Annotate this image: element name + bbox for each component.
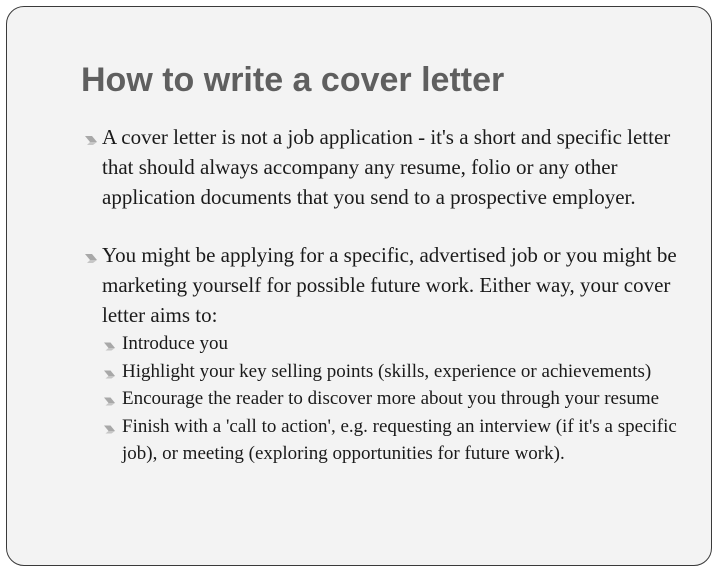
flag-bullet-icon — [83, 240, 101, 270]
flag-bullet-icon — [102, 413, 119, 440]
slide — [6, 6, 712, 566]
sub-bullet-text: Introduce you — [122, 333, 229, 354]
bullet-item — [83, 240, 693, 468]
bullet-list — [83, 122, 693, 468]
flag-bullet-icon — [83, 122, 101, 152]
sub-bullet-list — [102, 330, 693, 468]
slide-title: How to write a cover letter — [81, 61, 505, 99]
flag-bullet-icon — [102, 358, 119, 385]
sub-bullet-item — [102, 330, 693, 358]
bullet-item — [83, 122, 693, 212]
sub-bullet-item — [102, 413, 693, 468]
sub-bullet-item — [102, 358, 693, 386]
flag-bullet-icon — [102, 385, 119, 412]
bullet-text: A cover letter is not a job application - it's a short and specific letter that should always accompany any resume, folio or any other application documents that you send to a prospective employer. — [102, 125, 671, 209]
flag-bullet-icon — [102, 330, 119, 357]
sub-bullet-text: Encourage the reader to discover more about you through your resume — [122, 388, 660, 409]
sub-bullet-item — [102, 385, 693, 413]
bullet-text: You might be applying for a specific, advertised job or you might be marketing yourself for possible future work. Either way, your cover letter aims to: — [102, 243, 677, 327]
sub-bullet-text: Finish with a 'call to action', e.g. requesting an interview (if it's a specific job), or meeting (exploring opportunities for future work). — [122, 415, 677, 464]
sub-bullet-text: Highlight your key selling points (skills, experience or achievements) — [122, 360, 652, 382]
